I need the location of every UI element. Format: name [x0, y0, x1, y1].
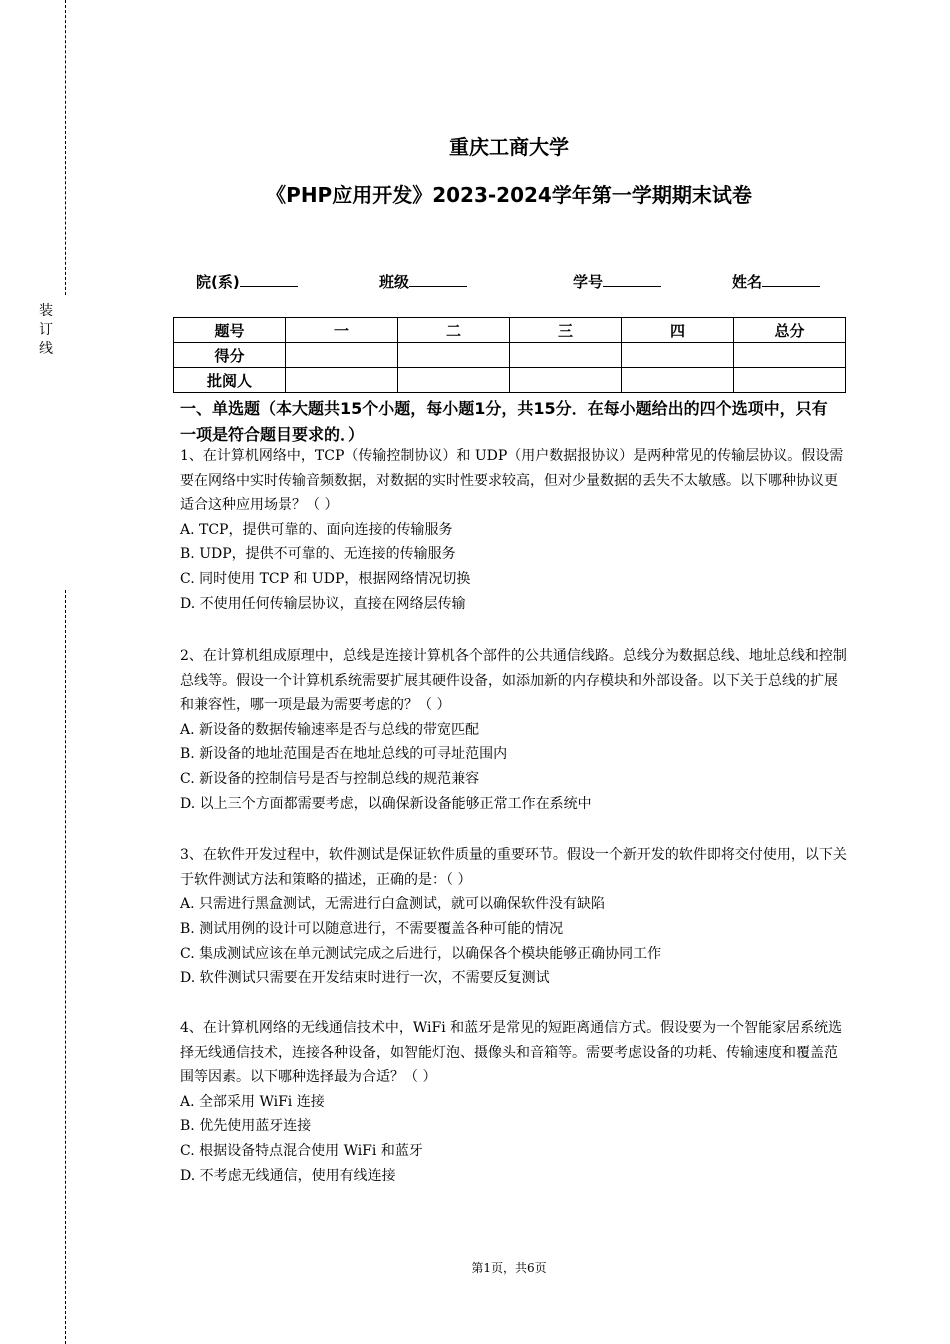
question-4: [180, 1016, 850, 1189]
question-option: C. 同时使用 TCP 和 UDP，根据网络情况切换: [180, 571, 471, 588]
question-option: B. 优先使用蓝牙连接: [180, 1118, 312, 1135]
grader-cell: [286, 368, 398, 393]
score-column-header: 一: [286, 318, 398, 343]
question-option: C. 根据设备特点混合使用 WiFi 和蓝牙: [180, 1143, 423, 1160]
score-table: [173, 317, 846, 393]
question-option: D. 不考虑无线通信，使用有线连接: [180, 1167, 396, 1184]
question-option: D. 不使用任何传输层协议，直接在网络层传输: [180, 595, 466, 612]
score-table-header-row: [174, 318, 846, 343]
binding-char: 订: [39, 322, 53, 338]
score-row-label: 题号: [174, 318, 286, 343]
department-field: [196, 271, 298, 292]
student-id-field: [573, 271, 661, 292]
question-stem: 4、在计算机网络的无线通信技术中，WiFi 和蓝牙是常见的短距离通信方式。假设要为一个智能家居系统选择无线通信技术，连接各种设备，如智能灯泡、摄像头和音箱等。需要考虑设备的功耗、传输速度和覆盖范围等因素。以下哪种选择最为合适？（ ）: [180, 1020, 843, 1085]
score-cell: [286, 343, 398, 368]
score-row-label: 批阅人: [174, 368, 286, 393]
grader-cell: [734, 368, 846, 393]
department-blank: [240, 272, 298, 287]
score-cell: [622, 343, 734, 368]
question-option: A. 全部采用 WiFi 连接: [180, 1093, 325, 1110]
student-id-label: 学号: [573, 273, 604, 291]
question-option: D. 以上三个方面都需要考虑，以确保新设备能够正常工作在系统中: [180, 795, 592, 812]
question-option: A. 新设备的数据传输速率是否与总线的带宽匹配: [180, 721, 480, 738]
score-cell: [398, 343, 510, 368]
grader-cell: [510, 368, 622, 393]
binding-label: [38, 302, 54, 359]
score-table-score-row: [174, 343, 846, 368]
question-option: B. 新设备的地址范围是否在地址总线的可寻址范围内: [180, 746, 508, 763]
question-option: A. TCP，提供可靠的、面向连接的传输服务: [180, 521, 453, 538]
question-option: D. 软件测试只需要在开发结束时进行一次，不需要反复测试: [180, 970, 550, 987]
grader-cell: [622, 368, 734, 393]
question-stem: 3、在软件开发过程中，软件测试是保证软件质量的重要环节。假设一个新开发的软件即将交付使用，以下关于软件测试方法和策略的描述，正确的是：（ ）: [180, 847, 847, 888]
name-label: 姓名: [732, 273, 763, 291]
page-number: 第1页，共6页: [471, 1261, 547, 1275]
grader-cell: [398, 368, 510, 393]
name-field: [732, 271, 820, 292]
binding-char: 线: [39, 341, 53, 357]
score-cell: [510, 343, 622, 368]
section-heading: 一、单选题（本大题共15个小题，每小题1分，共15分．在每小题给出的四个选项中，只有一项是符合题目要求的．）: [180, 399, 828, 444]
score-cell: [734, 343, 846, 368]
class-field: [379, 271, 467, 292]
question-3: [180, 843, 850, 991]
binding-char: 装: [39, 303, 53, 319]
student-id-blank: [603, 272, 661, 287]
exam-title: 《PHP应用开发》2023-2024学年第一学期期末试卷: [266, 183, 752, 207]
department-label: 院(系): [196, 273, 240, 291]
name-blank: [762, 272, 820, 287]
class-blank: [409, 272, 467, 287]
question-option: B. UDP，提供不可靠的、无连接的传输服务: [180, 546, 456, 563]
question-option: C. 新设备的控制信号是否与控制总线的规范兼容: [180, 771, 480, 788]
score-column-header: 四: [622, 318, 734, 343]
score-column-header: 二: [398, 318, 510, 343]
score-row-label: 得分: [174, 343, 286, 368]
binding-line-bottom: [65, 590, 66, 1344]
score-column-header: 三: [510, 318, 622, 343]
school-name: 重庆工商大学: [449, 135, 569, 159]
question-option: B. 测试用例的设计可以随意进行，不需要覆盖各种可能的情况: [180, 920, 564, 937]
question-2: [180, 644, 850, 817]
class-label: 班级: [379, 273, 410, 291]
question-1: [180, 444, 850, 617]
question-option: A. 只需进行黑盒测试，无需进行白盒测试，就可以确保软件没有缺陷: [180, 896, 606, 912]
question-option: C. 集成测试应该在单元测试完成之后进行，以确保各个模块能够正确协同工作: [180, 945, 662, 962]
score-column-header: 总分: [734, 318, 846, 343]
score-table-grader-row: [174, 368, 846, 393]
question-stem: 2、在计算机组成原理中，总线是连接计算机各个部件的公共通信线路。总线分为数据总线、地址总线和控制总线等。假设一个计算机系统需要扩展其硬件设备，如添加新的内存模块和外部设备。以下关于总线的扩展和兼容性，哪一项是最为需要考虑的？（ ）: [180, 648, 847, 713]
question-stem: 1、在计算机网络中，TCP（传输控制协议）和 UDP（用户数据报协议）是两种常见的传输层协议。假设需要在网络中实时传输音频数据，对数据的实时性要求较高，但对少量数据的丢失不太敏感。以下哪种协议更适合这种应用场景？（ ）: [180, 448, 844, 513]
